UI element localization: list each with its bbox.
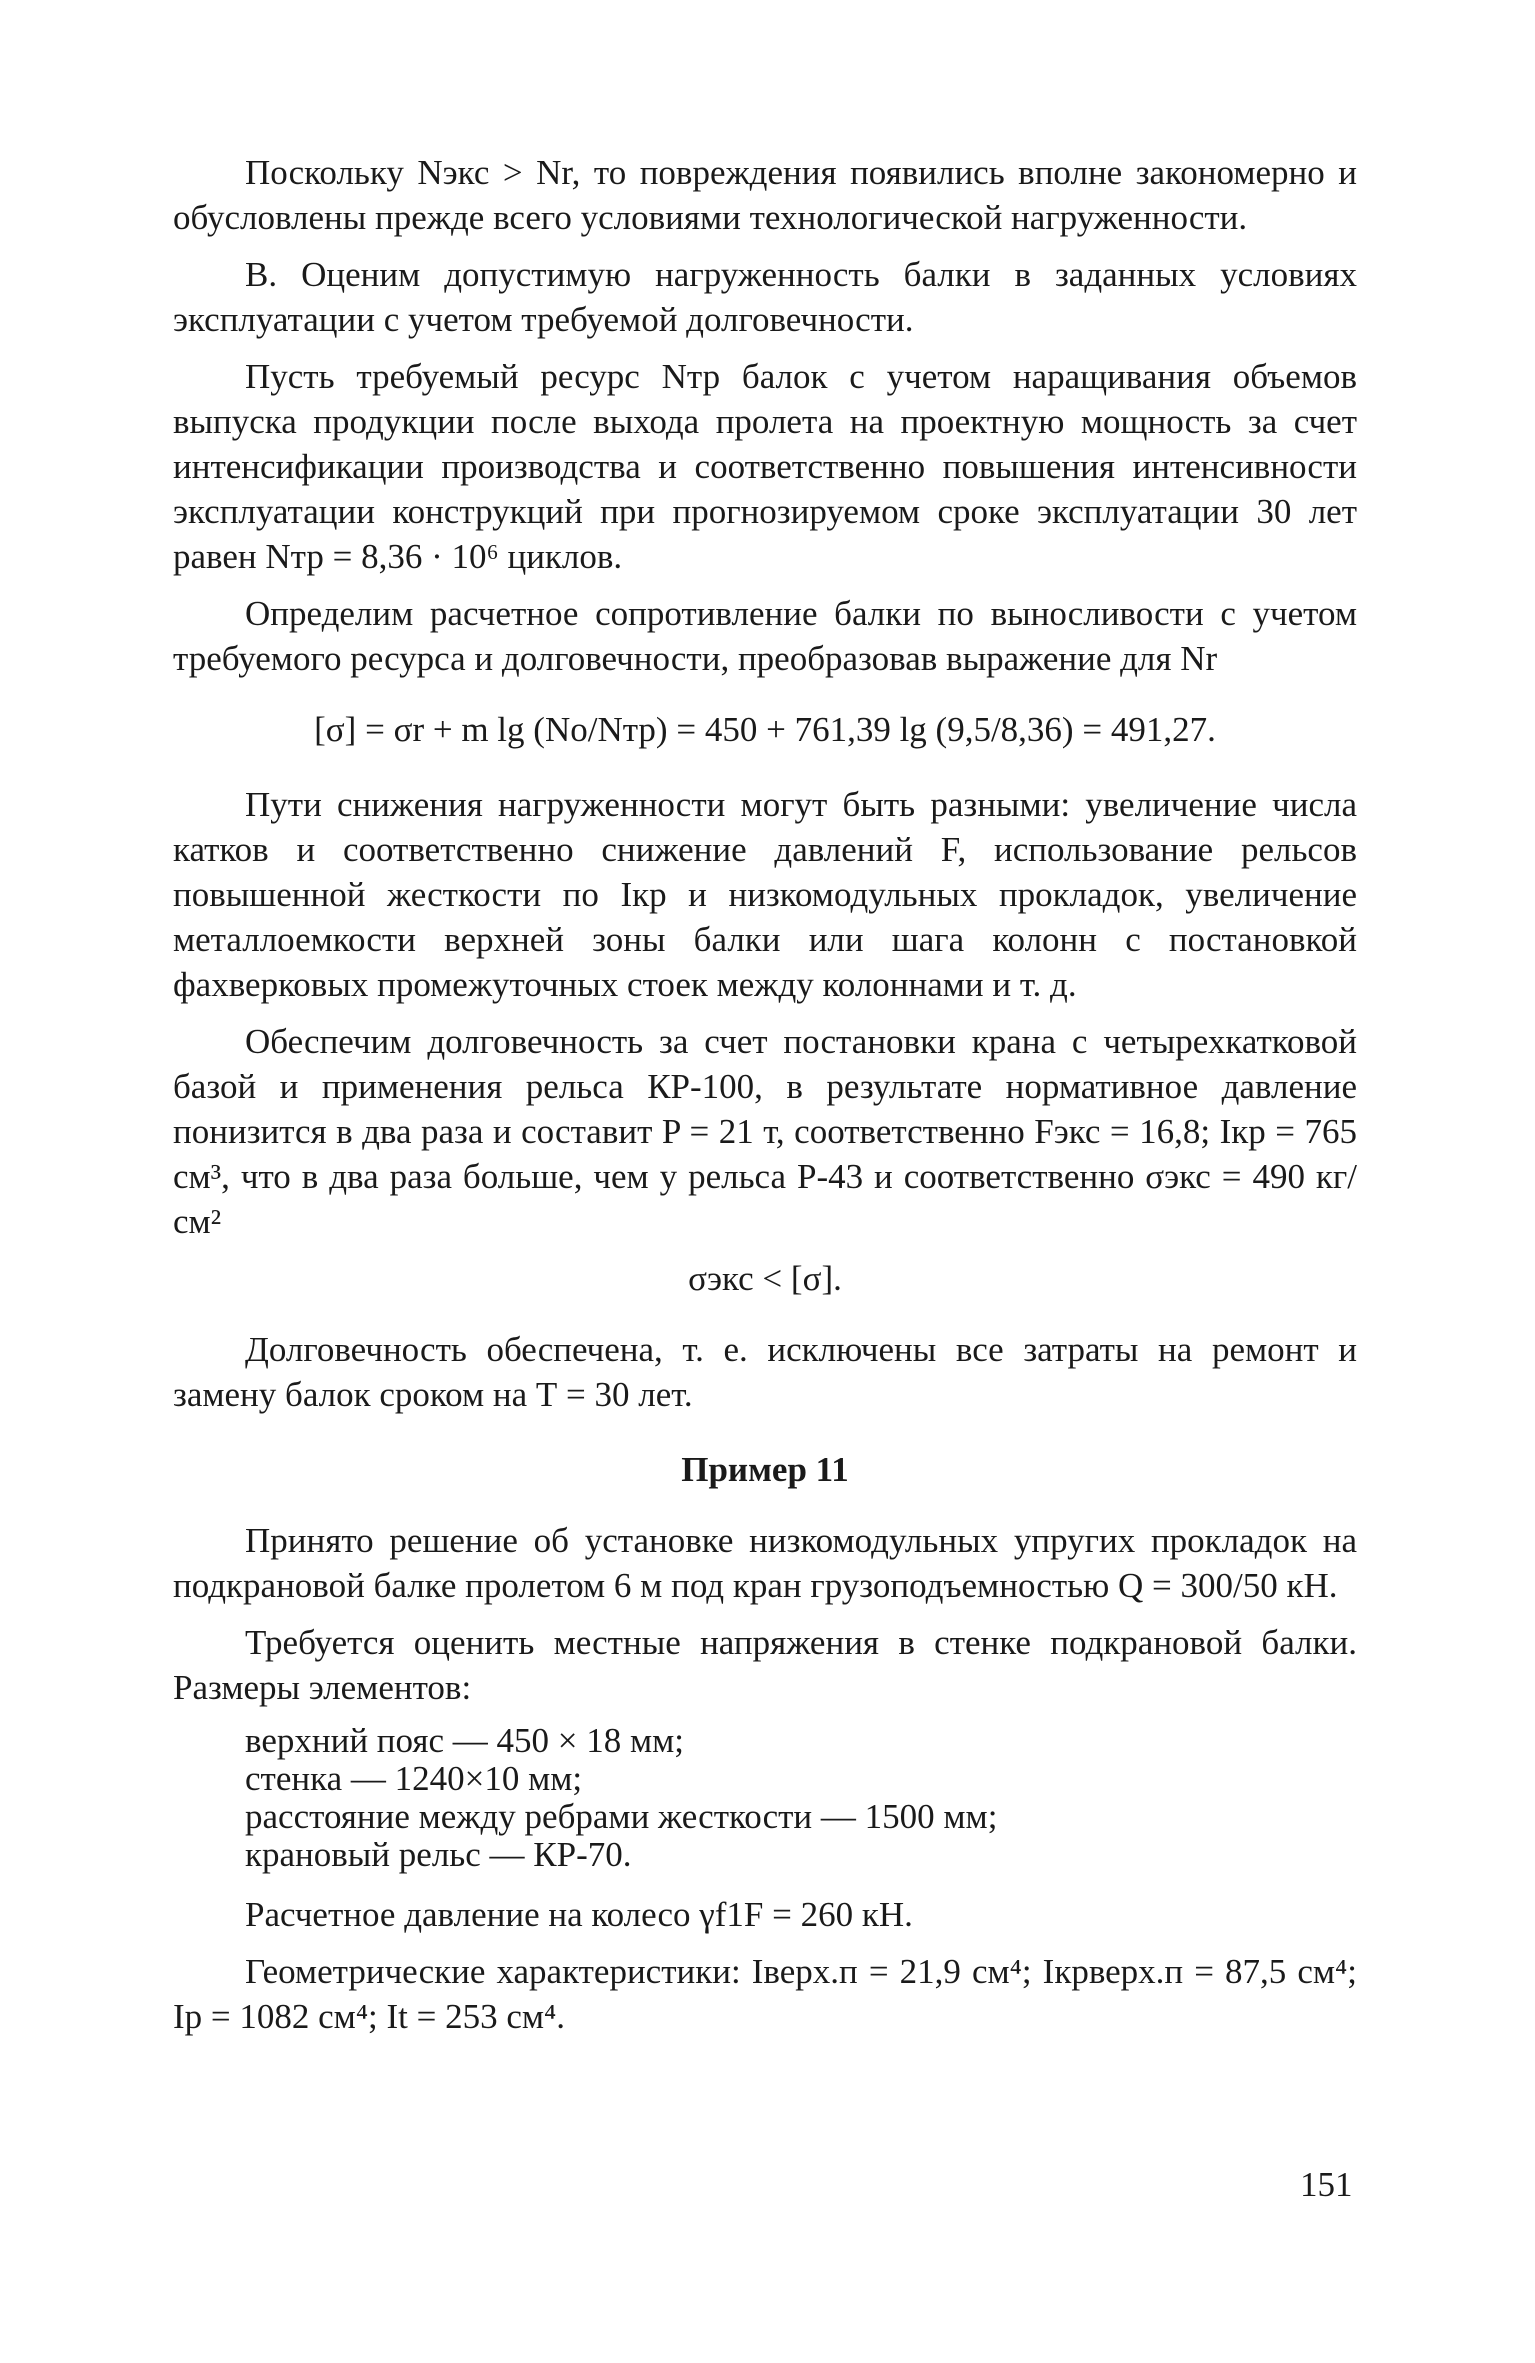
paragraph: Требуется оценить местные напряжения в стенке подкрановой балки. Размеры элементов: — [173, 1623, 1357, 1707]
page-content — [173, 150, 1357, 2051]
list-item: стенка — 1240×10 мм; — [245, 1759, 583, 1798]
paragraph: Поскольку Nэкс > Nr, то повреждения появились вполне закономерно и обусловлены прежде всего условиями технологической нагруженности. — [173, 153, 1357, 237]
paragraph: Геометрические характеристики: Iверх.п = 21,9 см⁴; Iкрверх.п = 87,5 см⁴; Ip = 1082 см⁴; It = 253 см⁴. — [173, 1952, 1357, 2036]
formula-inequality: σэкс < [σ]. — [688, 1259, 842, 1298]
paragraph: Определим расчетное сопротивление балки по выносливости с учетом требуемого ресурса и долговечности, преобразовав выражение для Nr — [173, 594, 1357, 678]
example-heading: Пример 11 — [681, 1450, 849, 1489]
element-sizes-list — [245, 1722, 1357, 1874]
paragraph: Пусть требуемый ресурс Nтр балок с учетом наращивания объемов выпуска продукции после выхода пролета на проектную мощность за счет интенсификации производства и соответственно повышения интенсивности эксплуатации конструкций при прогнозируемом сроке эксплуатации 30 лет равен Nтр = 8,36 · 10⁶ циклов. — [173, 357, 1357, 576]
page-number: 151 — [1300, 2165, 1353, 2204]
paragraph: В. Оценим допустимую нагруженность балки в заданных условиях эксплуатации с учетом требуемой долговечности. — [173, 255, 1357, 339]
list-item: верхний пояс — 450 × 18 мм; — [245, 1721, 685, 1760]
formula-resistance: [σ] = σr + m lg (No/Nтр) = 450 + 761,39 lg (9,5/8,36) = 491,27. — [314, 710, 1216, 749]
paragraph: Долговечность обеспечена, т. е. исключены все затраты на ремонт и замену балок сроком на Т = 30 лет. — [173, 1330, 1357, 1414]
paragraph: Принято решение об установке низкомодульных упругих прокладок на подкрановой балке пролетом 6 м под кран грузоподъемностью Q = 300/50 кН. — [173, 1521, 1357, 1605]
list-item: крановый рельс — КР-70. — [245, 1835, 632, 1874]
paragraph: Пути снижения нагруженности могут быть разными: увеличение числа катков и соответственно снижение давлений F, использование рельсов повышенной жесткости по Iкр и низкомодульных прокладок, увеличение металлоемкости верхней зоны балки или шага колонн с постановкой фахверковых промежуточных стоек между колоннами и т. д. — [173, 785, 1357, 1004]
paragraph: Расчетное давление на колесо γf1F = 260 кН. — [245, 1895, 913, 1934]
paragraph: Обеспечим долговечность за счет постановки крана с четырехкатковой базой и применения рельса КР-100, в результате нормативное давление понизится в два раза и составит P = 21 т, соответственно Fэкс = 16,8; Iкр = 765 см³, что в два раза больше, чем у рельса Р-43 и соответственно σэкс = 490 кг/см² — [173, 1022, 1357, 1241]
list-item: расстояние между ребрами жесткости — 1500 мм; — [245, 1797, 998, 1836]
